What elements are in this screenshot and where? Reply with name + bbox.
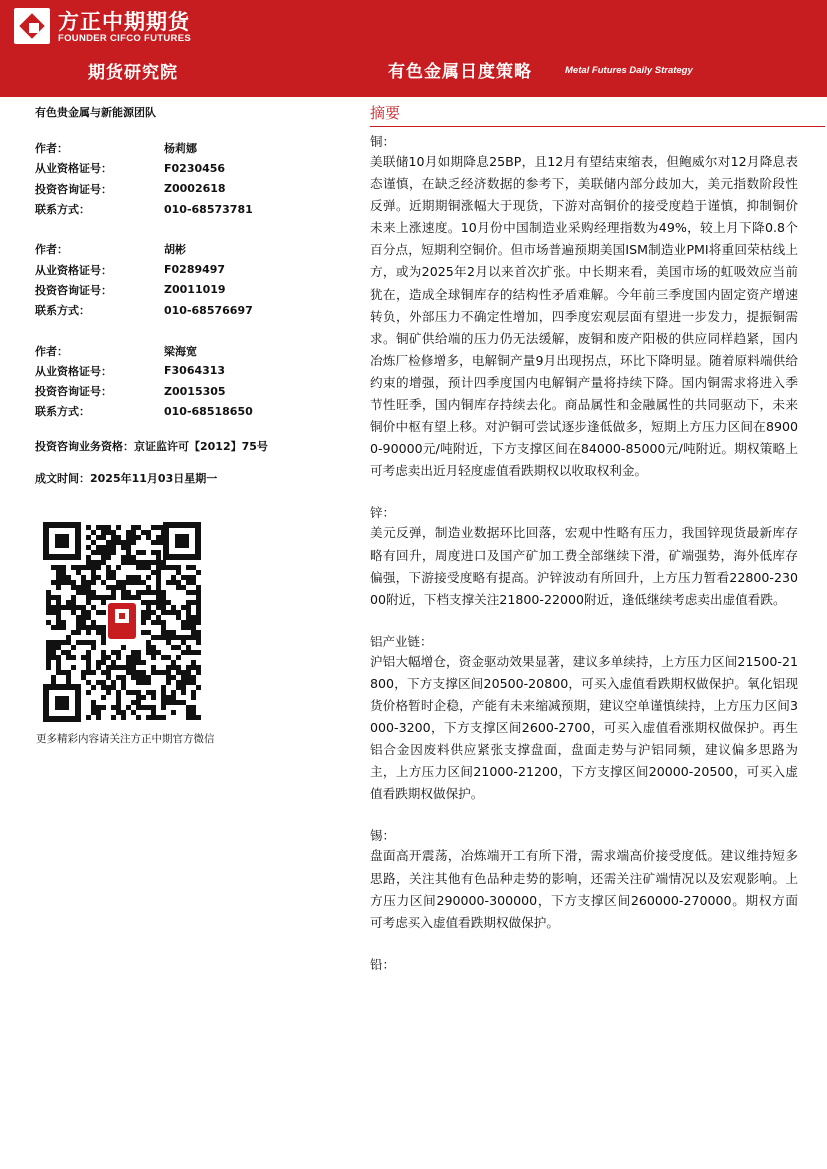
qr-caption: 更多精彩内容请关注方正中期官方微信 bbox=[36, 733, 215, 745]
contact-phone: 010-68518650 bbox=[164, 404, 253, 418]
author-name: 梁海宽 bbox=[164, 344, 197, 358]
contact-phone: 010-68576697 bbox=[164, 303, 253, 317]
contact-label: 联系方式： bbox=[35, 304, 90, 318]
contact-label: 联系方式： bbox=[35, 203, 90, 217]
consult-number: Z0011019 bbox=[164, 283, 226, 297]
founder-logo-icon bbox=[14, 8, 50, 44]
team-name: 有色贵金属与新能源团队 bbox=[35, 106, 156, 119]
author-block bbox=[35, 239, 335, 320]
department-name: 期货研究院 bbox=[88, 63, 178, 83]
cert-label: 从业资格证号： bbox=[35, 364, 112, 378]
author-name: 杨莉娜 bbox=[164, 142, 197, 156]
report-title-english: Metal Futures Daily Strategy bbox=[565, 65, 693, 76]
consult-label: 投资咨询证号： bbox=[35, 283, 112, 297]
consult-label: 投资咨询证号： bbox=[35, 182, 112, 196]
summary-divider bbox=[370, 126, 825, 127]
author-block bbox=[35, 340, 335, 421]
wechat-qr-code-icon bbox=[43, 522, 201, 722]
cert-number: F0230456 bbox=[164, 161, 226, 175]
consult-number: Z0015305 bbox=[164, 384, 226, 398]
logo-chinese-name: 方正中期期货 bbox=[58, 10, 190, 34]
cert-label: 从业资格证号： bbox=[35, 263, 112, 277]
author-label: 作者： bbox=[35, 142, 68, 156]
consult-number: Z0002618 bbox=[164, 182, 226, 196]
cert-label: 从业资格证号： bbox=[35, 162, 112, 176]
consult-label: 投资咨询证号： bbox=[35, 385, 112, 399]
section-text-aluminum: 沪铝大幅增仓，资金驱动效果显著，建议多单续持，上方压力区间21500-21800，下方支撑区间20500-20800，可买入虚值看跌期权做保护。氧化铝现货价格暂时企稳，产能有未来缩减预期，建议空单谨慎续持，上方压力区间3000-3200，下方支撑区间2600-2700，可买入虚值看涨期权做保护。再生铝合金因废料供应紧张支撑盘面，盘面走势与沪铝同频，建议偏多思路为主，上方压力区间21000-21200，下方支撑区间20000-20500，可买入虚值看跌期权做保护。 bbox=[370, 653, 798, 802]
section-text-zinc: 美元反弹，制造业数据环比回落，宏观中性略有压力，我国锌现货最新库存略有回升，周度进口及国产矿加工费全部继续下滑，矿端强势，海外低库存偏强，下游接受度略有提高。沪锌波动有所回升，上方压力暂看22800-23000附近，下档支撑关注21800-22000附近，逢低继续考虑卖出虚值看跌。 bbox=[370, 525, 798, 607]
section-text-copper: 美联储10月如期降息25BP，且12月有望结束缩表，但鲍威尔对12月降息表态谨慎，在缺乏经济数据的参考下，美联储内部分歧加大，美元指数阶段性反弹。近期期铜涨幅大于现货，下游对高铜价的接受度趋于谨慎，抑制铜价未来上涨速度。10月份中国制造业采购经理指数为49%，较上月下降0.8个百分点，短期利空铜价。但市场普遍预期美国ISM制造业PMI将重回荣枯线上方，或为2025年2月以来首次扩张。中长期来看，美国市场的虹吸效应当前犹在，造成全球铜库存的结构性矛盾难解。今年前三季度国内固定资产增速转负，外部压力不确定性增加，四季度宏观层面有望进一步发力，提振铜需求。铜矿供给端的压力仍无法缓解，废铜和废产阳极的供应同样趋紧，国内冶炼厂检修增多，电解铜产量9月出现拐点，环比下降明显。随着原料端供给约束的增强，预计四季度国内电解铜产量将持续下降。国内铜需求将进入季节性旺季，国内铜库存持续去化。商品属性和金融属性的共同驱动下，未来铜价中枢有望上移。对沪铜可尝试逐步逢低做多，短期上方压力区间在89000-90000元/吨附近，下方支撑区间在84000-85000元/吨附近。期权策略上可考虑卖出近月轻度虚值看跌期权以收取权利金。 bbox=[370, 154, 798, 479]
section-label-tin: 锡： bbox=[370, 828, 396, 844]
author-label: 作者： bbox=[35, 243, 68, 257]
logo-english-name: FOUNDER CIFCO FUTURES bbox=[58, 33, 191, 44]
publish-date: 成文时间：2025年11月03日星期一 bbox=[35, 472, 218, 485]
summary-section bbox=[370, 100, 798, 974]
section-label-lead: 铅： bbox=[370, 956, 396, 972]
author-block bbox=[35, 138, 335, 219]
section-label-aluminum: 铝产业链： bbox=[370, 633, 433, 649]
section-label-zinc: 锌： bbox=[370, 505, 396, 521]
contact-label: 联系方式： bbox=[35, 405, 90, 419]
section-text-tin: 盘面高开震荡，冶炼端开工有所下滑，需求端高价接受度低。建议维持短多思路，关注其他有色品种走势的影响，还需关注矿端情况以及宏观影响。上方压力区间290000-300000，下方支撑区间260000-270000。期权方面可考虑买入虚值看跌期权做保护。 bbox=[370, 848, 798, 930]
cert-number: F3064313 bbox=[164, 364, 226, 378]
author-name: 胡彬 bbox=[164, 243, 186, 257]
author-list bbox=[35, 138, 335, 442]
license-info: 投资咨询业务资格：京证监许可【2012】75号 bbox=[35, 440, 268, 453]
contact-phone: 010-68573781 bbox=[164, 202, 253, 216]
cert-number: F0289497 bbox=[164, 263, 226, 277]
section-label-copper: 铜： bbox=[370, 134, 396, 149]
summary-title: 摘要 bbox=[370, 104, 401, 122]
report-header bbox=[0, 0, 827, 97]
report-title: 有色金属日度策略 bbox=[388, 62, 532, 82]
author-label: 作者： bbox=[35, 344, 68, 358]
